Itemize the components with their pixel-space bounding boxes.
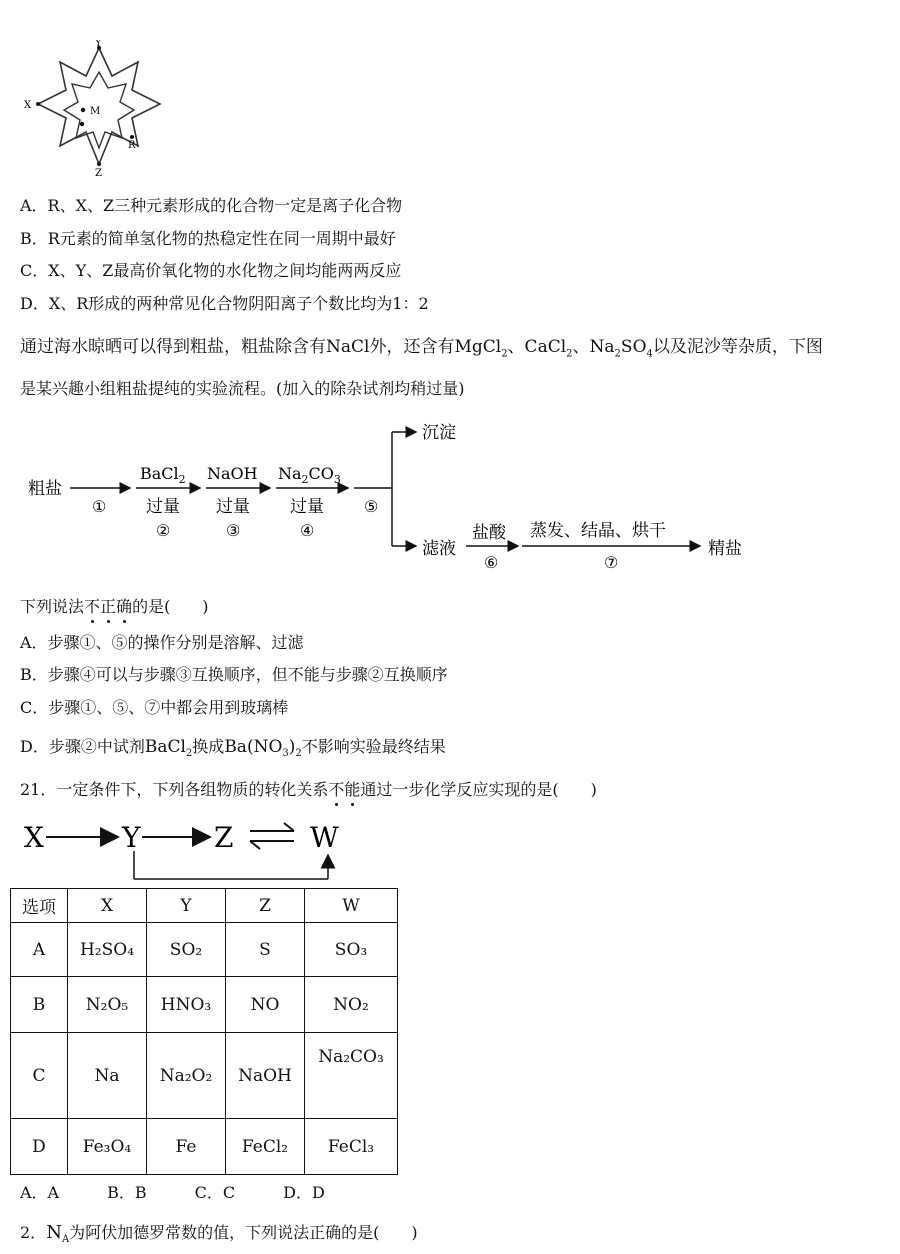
table-row — [11, 923, 398, 977]
q20-option-a: A．步骤①、⑤的操作分别是溶解、过滤 — [20, 633, 304, 652]
flow-reagent-bacl2: BaCl$_2$ — [140, 464, 186, 486]
flow-step7: ⑦ — [604, 553, 619, 572]
table-header: X — [68, 889, 147, 923]
table-cell: Na₂CO₃ — [305, 1033, 398, 1119]
table-cell: N₂O₅ — [68, 977, 147, 1033]
table-header: Y — [147, 889, 226, 923]
scheme-x: X — [24, 821, 44, 854]
flow-start: 粗盐 — [28, 479, 62, 499]
prev-option-a: A．R、X、Z三种元素形成的化合物一定是离子化合物 — [20, 196, 403, 215]
scheme-z: Z — [214, 821, 234, 854]
table-cell: SO₂ — [147, 923, 226, 977]
table-row — [11, 1033, 398, 1119]
table-header: W — [305, 889, 398, 923]
table-cell: B — [11, 977, 68, 1033]
label-z: Z — [95, 168, 102, 179]
table-row — [11, 977, 398, 1033]
table-cell: Fe — [147, 1119, 226, 1175]
q20-intro-line1: 通过海水晾晒可以得到粗盐，粗盐除含有NaCl外，还含有MgCl$_2$、CaCl$_2$、$Na_2SO_4$以及泥沙等杂质，下图 — [20, 337, 823, 360]
table-cell: D — [11, 1119, 68, 1175]
table-cell: NaOH — [226, 1033, 305, 1119]
table-cell: HNO₃ — [147, 977, 226, 1033]
q21-options-table — [10, 888, 398, 1175]
table-cell: FeCl₂ — [226, 1119, 305, 1175]
table-cell: FeCl₃ — [305, 1119, 398, 1175]
table-header: Z — [226, 889, 305, 923]
flow-filtrate: 滤液 — [422, 539, 456, 559]
salt-purification-flowchart — [20, 412, 780, 577]
flow-excess-3: 过量 — [216, 497, 250, 517]
table-cell: NO — [226, 977, 305, 1033]
table-cell: H₂SO₄ — [68, 923, 147, 977]
prev-option-b: B．R元素的简单氢化物的热稳定性在同一周期中最好 — [20, 229, 396, 248]
prev-option-d: D．X、R形成的两种常见化合物阴阳离子个数比均为1：2 — [20, 294, 429, 313]
flow-step6: ⑥ — [484, 553, 499, 572]
conversion-scheme — [22, 815, 352, 885]
flow-step2: ② — [156, 521, 171, 540]
table-cell: NO₂ — [305, 977, 398, 1033]
flow-excess-2: 过量 — [146, 497, 180, 517]
q20-option-c: C．步骤①、⑤、⑦中都会用到玻璃棒 — [20, 698, 289, 717]
star-structure-figure — [20, 40, 170, 180]
table-cell: SO₃ — [305, 923, 398, 977]
flow-precipitate: 沉淀 — [422, 423, 456, 443]
table-cell: Na₂O₂ — [147, 1033, 226, 1119]
table-cell: Na — [68, 1033, 147, 1119]
q20-option-d: D．步骤②中试剂BaCl$_2$换成$Ba(NO_3)_2$不影响实验最终结果 — [20, 737, 446, 760]
flow-step4: ④ — [300, 521, 315, 540]
table-cell: C — [11, 1033, 68, 1119]
table-header-row — [11, 889, 398, 923]
prev-option-c: C．X、Y、Z最高价氧化物的水化物之间均能两两反应 — [20, 261, 402, 280]
table-row — [11, 1119, 398, 1175]
table-header: 选项 — [11, 889, 68, 923]
q20-option-b: B．步骤④可以与步骤③互换顺序，但不能与步骤②互换顺序 — [20, 665, 448, 684]
table-cell: A — [11, 923, 68, 977]
q21-answer-choices: A．A B．B C．C D．D — [20, 1183, 325, 1202]
scheme-y: Y — [122, 821, 141, 854]
flow-reagent-naoh: NaOH — [207, 464, 258, 483]
table-cell: Fe₃O₄ — [68, 1119, 147, 1175]
label-r: R — [128, 140, 136, 151]
flow-excess-4: 过量 — [290, 497, 324, 517]
flow-acid: 盐酸 — [472, 523, 506, 543]
flow-product: 精盐 — [708, 539, 742, 559]
label-y: Y — [95, 40, 102, 49]
flow-evaporate: 蒸发、结晶、烘干 — [530, 521, 666, 541]
label-m: M — [90, 106, 101, 117]
flow-reagent-na2co3: $Na_2CO_3$ — [278, 464, 341, 486]
q2-stem: 2．$N_A$为阿伏加德罗常数的值，下列说法正确的是( ) — [20, 1222, 418, 1246]
label-x: X — [24, 100, 32, 111]
q20-question: 下列说法不正确的是( ) — [20, 597, 209, 616]
flow-step5: ⑤ — [364, 497, 379, 516]
table-cell: S — [226, 923, 305, 977]
q20-intro-line2: 是某兴趣小组粗盐提纯的实验流程。(加入的除杂试剂均稍过量) — [20, 379, 465, 398]
scheme-w: W — [310, 821, 339, 854]
flow-step3: ③ — [226, 521, 241, 540]
flow-step1: ① — [92, 497, 107, 516]
q21-stem: 21．一定条件下，下列各组物质的转化关系不能通过一步化学反应实现的是( ) — [20, 780, 597, 799]
